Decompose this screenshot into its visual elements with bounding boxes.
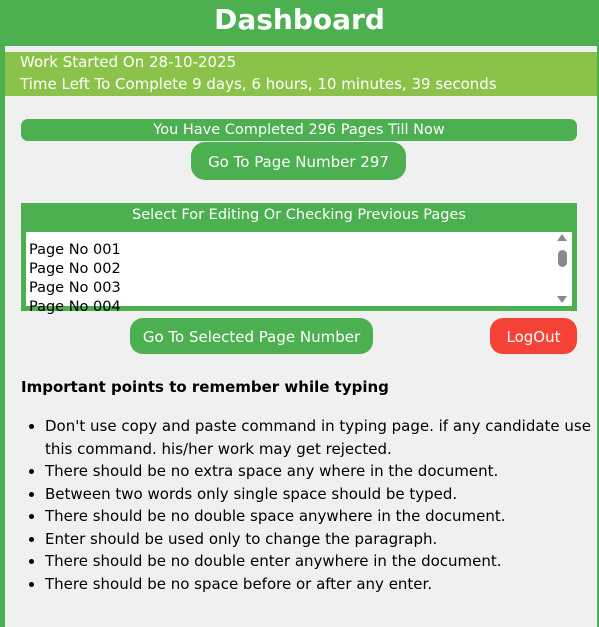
- logout-button[interactable]: LogOut: [490, 318, 577, 354]
- list-item: • There should be no space before or after any enter.: [45, 573, 597, 596]
- work-started-text: Work Started On 28-10-2025: [20, 53, 237, 71]
- guidelines-title: Important points to remember while typing: [21, 378, 389, 396]
- list-item: • Enter should be used only to change the paragraph.: [45, 528, 597, 551]
- time-left-text: Time Left To Complete 9 days, 6 hours, 10 minutes, 39 seconds: [20, 75, 497, 93]
- guidelines-list: [21, 415, 597, 595]
- previous-pages-selector: [21, 203, 577, 315]
- list-item: • There should be no double space anywhere in the document.: [45, 505, 597, 528]
- page-title: Dashboard: [0, 0, 599, 46]
- list-item: • Between two words only single space should be typed.: [45, 483, 597, 506]
- completed-pages-status: You Have Completed 296 Pages Till Now: [21, 119, 577, 141]
- previous-pages-title: Select For Editing Or Checking Previous Pages: [132, 207, 466, 223]
- list-item[interactable]: Page No 003: [29, 280, 121, 296]
- list-item: • There should be no double enter anywhere in the document.: [45, 550, 597, 573]
- list-item[interactable]: Page No 002: [29, 261, 121, 277]
- list-item: • There should be no extra space any where in the document.: [45, 460, 597, 483]
- scroll-down-arrow-icon[interactable]: [557, 296, 567, 303]
- list-item[interactable]: Page No 004: [29, 299, 121, 315]
- goto-next-page-button[interactable]: Go To Page Number 297: [191, 142, 406, 180]
- list-item[interactable]: Page No 001: [29, 242, 121, 258]
- dashboard-panel: [5, 46, 597, 627]
- work-info-banner: [5, 52, 597, 96]
- scroll-up-arrow-icon[interactable]: [557, 234, 567, 241]
- page-listbox[interactable]: [26, 232, 572, 315]
- list-item: • Don't use copy and paste command in typing page. if any candidate use this command. his/her work may get rejected.: [45, 415, 597, 460]
- scrollbar-thumb[interactable]: [558, 250, 567, 267]
- goto-selected-page-button[interactable]: Go To Selected Page Number: [130, 318, 373, 354]
